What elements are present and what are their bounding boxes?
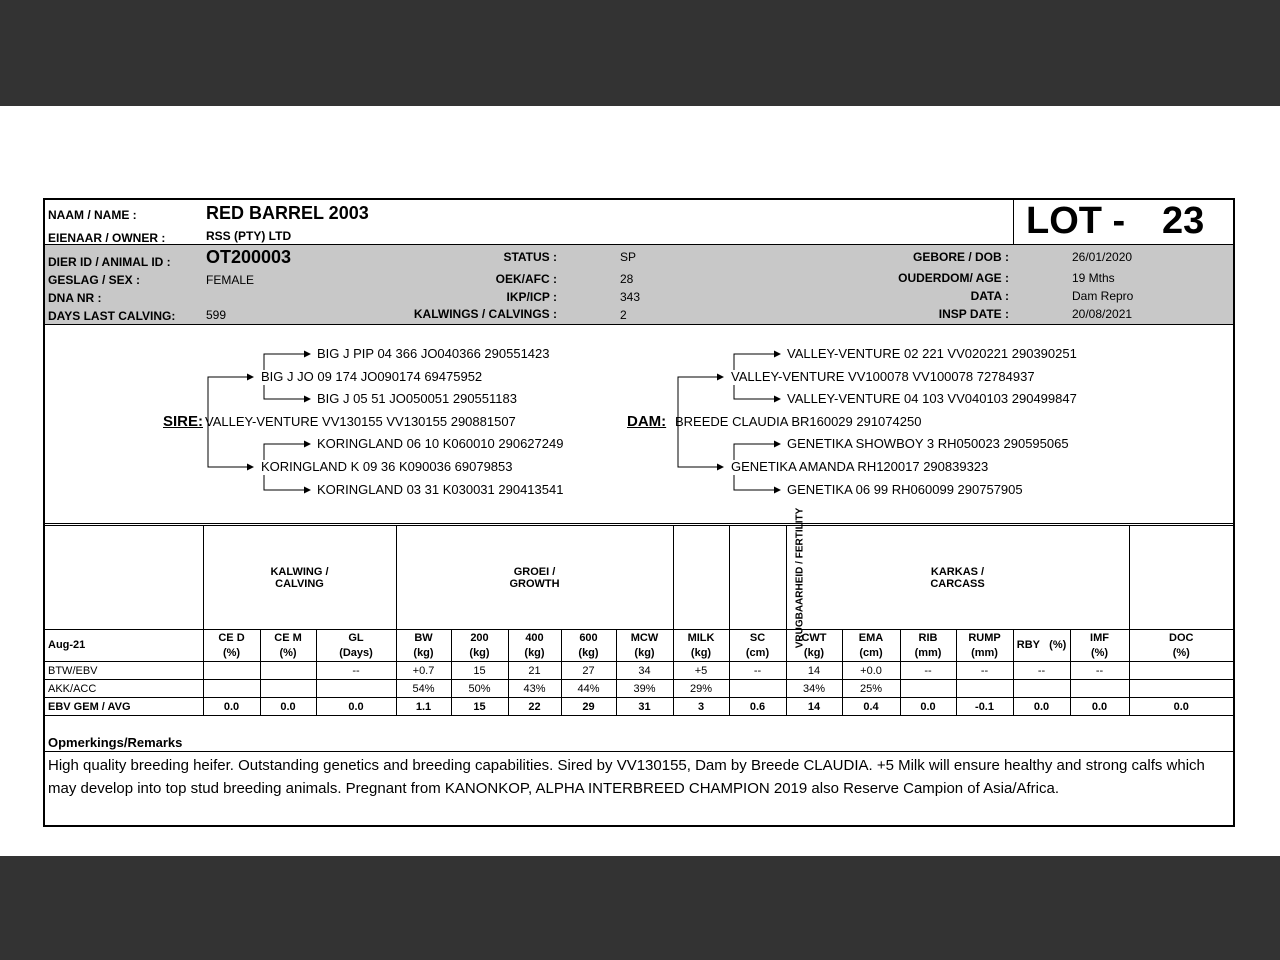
calvings-label: KALWINGS / CALVINGS : bbox=[413, 307, 557, 321]
ebv-data-rows bbox=[45, 662, 1233, 716]
dob-value: 26/01/2020 bbox=[1072, 250, 1133, 264]
ebv-row-label: AKK/ACC bbox=[45, 680, 203, 698]
dam-sire: VALLEY-VENTURE VV100078 VV100078 72784937 bbox=[731, 369, 1035, 384]
age-label: OUDERDOM/ AGE : bbox=[898, 271, 1009, 285]
ebv-cell bbox=[203, 680, 260, 698]
ebv-cell bbox=[900, 680, 956, 698]
ebv-cell: 54% bbox=[396, 680, 451, 698]
ebv-cell bbox=[1129, 680, 1233, 698]
dam-dam: GENETIKA AMANDA RH120017 290839323 bbox=[731, 459, 989, 474]
group-calving: KALWING / CALVING bbox=[203, 526, 396, 630]
sire-label: SIRE: bbox=[163, 413, 204, 430]
group-growth: GROEI / GROWTH bbox=[396, 526, 673, 630]
details-band bbox=[45, 245, 1233, 325]
owner-value: RSS (PTY) LTD bbox=[206, 229, 292, 243]
ebv-cell: 3 bbox=[673, 698, 729, 716]
status-value: SP bbox=[620, 250, 637, 264]
ebv-cell: 0.0 bbox=[203, 698, 260, 716]
ebv-cell: 14 bbox=[786, 662, 842, 680]
calvings-value: 2 bbox=[620, 308, 627, 322]
ebv-cell: 0.6 bbox=[729, 698, 786, 716]
ebv-cell: 0.0 bbox=[1129, 698, 1233, 716]
sire-dam: KORINGLAND K 09 36 K090036 69079853 bbox=[261, 459, 513, 474]
group-header-row bbox=[45, 526, 1233, 630]
insp-date-value: 20/08/2021 bbox=[1072, 307, 1133, 321]
ebv-row bbox=[45, 698, 1233, 716]
ebv-cell bbox=[203, 662, 260, 680]
icp-label: IKP/ICP : bbox=[506, 290, 557, 304]
animal-name: RED BARREL 2003 bbox=[206, 203, 369, 223]
ebv-cell: 0.0 bbox=[900, 698, 956, 716]
lot-box bbox=[1013, 200, 1233, 245]
ebv-cell: 14 bbox=[786, 698, 842, 716]
animal-id-label: DIER ID / ANIMAL ID : bbox=[48, 255, 171, 269]
ebv-cell: 0.0 bbox=[1013, 698, 1070, 716]
ebv-cell: 15 bbox=[451, 698, 508, 716]
ebv-cell: 50% bbox=[451, 680, 508, 698]
col-ce-d: CE D (%) bbox=[203, 630, 260, 662]
column-header-row bbox=[45, 630, 1233, 662]
col-milk: MILK (kg) bbox=[673, 630, 729, 662]
ebv-cell: 29 bbox=[561, 698, 616, 716]
ebv-cell: -- bbox=[1070, 662, 1129, 680]
ebv-table-section bbox=[45, 507, 1233, 715]
dam: BREEDE CLAUDIA BR160029 291074250 bbox=[675, 414, 922, 429]
sire: VALLEY-VENTURE VV130155 VV130155 290881507 bbox=[205, 414, 516, 429]
afc-value: 28 bbox=[620, 272, 634, 286]
ebv-cell: +0.0 bbox=[842, 662, 900, 680]
ebv-cell: -- bbox=[1013, 662, 1070, 680]
remarks-header bbox=[45, 715, 1233, 752]
ebv-cell: 0.4 bbox=[842, 698, 900, 716]
ebv-cell: -- bbox=[956, 662, 1013, 680]
ebv-cell: 43% bbox=[508, 680, 561, 698]
owner-label: EIENAAR / OWNER : bbox=[48, 231, 166, 245]
dam-sire-sire: VALLEY-VENTURE 02 221 VV020221 290390251 bbox=[787, 346, 1077, 361]
days-last-calving-value: 599 bbox=[206, 308, 227, 322]
ebv-cell: 25% bbox=[842, 680, 900, 698]
col-600: 600 (kg) bbox=[561, 630, 616, 662]
sire-sire-dam: BIG J 05 51 JO050051 290551183 bbox=[317, 391, 517, 406]
group-milk bbox=[673, 526, 729, 630]
ebv-cell: 31 bbox=[616, 698, 673, 716]
ebv-cell: 27 bbox=[561, 662, 616, 680]
ebv-cell: -- bbox=[316, 662, 396, 680]
icp-value: 343 bbox=[620, 290, 641, 304]
ebv-cell: 0.0 bbox=[1070, 698, 1129, 716]
col-ema: EMA (cm) bbox=[842, 630, 900, 662]
ebv-cell: 34% bbox=[786, 680, 842, 698]
sire-dam-dam: KORINGLAND 03 31 K030031 290413541 bbox=[317, 482, 564, 497]
remarks-text: High quality breeding heifer. Outstanding genetics and breeding capabilities. Sired by VV130155, Dam by Breede CLAUDIA. +5 Milk will ensure healthy and strong calfs which may develop into top stud breeding animals. Pregnant from KANONKOP, ALPHA INTERBREED CHAMPION 2019 also Reserve Campion of Asia/Africa. bbox=[48, 757, 1205, 797]
ebv-cell: 15 bbox=[451, 662, 508, 680]
dam-dam-dam: GENETIKA 06 99 RH060099 290757905 bbox=[787, 482, 1023, 497]
ebv-row bbox=[45, 680, 1233, 698]
ebv-cell bbox=[1070, 680, 1129, 698]
col-mcw: MCW (kg) bbox=[616, 630, 673, 662]
lot-label: LOT - bbox=[1026, 200, 1126, 242]
ebv-row-label: EBV GEM / AVG bbox=[45, 698, 203, 716]
group-fertility: VRUGBAARHEID / FERTILITY bbox=[729, 526, 786, 630]
ebv-cell: 39% bbox=[616, 680, 673, 698]
sex-label: GESLAG / SEX : bbox=[48, 273, 141, 287]
ebv-cell: 22 bbox=[508, 698, 561, 716]
ebv-cell bbox=[1129, 662, 1233, 680]
col-sc: SC (cm) bbox=[729, 630, 786, 662]
col-ce-m: CE M (%) bbox=[260, 630, 316, 662]
ebv-cell: 0.0 bbox=[316, 698, 396, 716]
sire-sire: BIG J JO 09 174 JO090174 69475952 bbox=[261, 369, 483, 384]
viewer-bottom-bar bbox=[0, 856, 1280, 960]
animal-id-value: OT200003 bbox=[206, 247, 292, 267]
col-400: 400 (kg) bbox=[508, 630, 561, 662]
status-label: STATUS : bbox=[503, 250, 557, 264]
col-doc: DOC (%) bbox=[1129, 630, 1233, 662]
dam-label: DAM: bbox=[627, 413, 667, 430]
sex-value: FEMALE bbox=[206, 273, 255, 287]
ebv-cell: 44% bbox=[561, 680, 616, 698]
col-bw: BW (kg) bbox=[396, 630, 451, 662]
dna-label: DNA NR : bbox=[48, 291, 102, 305]
afc-label: OEK/AFC : bbox=[495, 272, 557, 286]
ebv-cell: +5 bbox=[673, 662, 729, 680]
lot-number: 23 bbox=[1162, 200, 1205, 242]
viewer-top-bar bbox=[0, 0, 1280, 106]
col-imf: IMF (%) bbox=[1070, 630, 1129, 662]
sire-dam-sire: KORINGLAND 06 10 K060010 290627249 bbox=[317, 436, 564, 451]
sire-sire-sire: BIG J PIP 04 366 JO040366 290551423 bbox=[317, 346, 550, 361]
col-rby: RBY (%) bbox=[1013, 630, 1070, 662]
col-rib: RIB (mm) bbox=[900, 630, 956, 662]
group-carcass: KARKAS / CARCASS bbox=[786, 526, 1129, 630]
col-cwt: CWT (kg) bbox=[786, 630, 842, 662]
pedigree-section bbox=[45, 326, 1233, 524]
ebv-cell: 34 bbox=[616, 662, 673, 680]
data-label: DATA : bbox=[970, 289, 1009, 303]
col-gl: GL (Days) bbox=[316, 630, 396, 662]
ebv-cell: -- bbox=[729, 662, 786, 680]
ebv-date: Aug-21 bbox=[45, 630, 203, 662]
ebv-cell bbox=[1013, 680, 1070, 698]
data-value: Dam Repro bbox=[1072, 289, 1134, 303]
group-doc bbox=[1129, 526, 1233, 630]
ebv-cell bbox=[260, 662, 316, 680]
col-200: 200 (kg) bbox=[451, 630, 508, 662]
name-header bbox=[45, 200, 1233, 245]
ebv-cell: +0.7 bbox=[396, 662, 451, 680]
dam-dam-sire: GENETIKA SHOWBOY 3 RH050023 290595065 bbox=[787, 436, 1069, 451]
ebv-cell: 21 bbox=[508, 662, 561, 680]
name-label: NAAM / NAME : bbox=[48, 208, 137, 222]
ebv-cell bbox=[260, 680, 316, 698]
lot-card bbox=[43, 198, 1235, 827]
ebv-cell: 1.1 bbox=[396, 698, 451, 716]
ebv-cell bbox=[956, 680, 1013, 698]
ebv-cell bbox=[316, 680, 396, 698]
ebv-cell: 29% bbox=[673, 680, 729, 698]
days-last-calving-label: DAYS LAST CALVING: bbox=[48, 309, 176, 323]
col-rump: RUMP (mm) bbox=[956, 630, 1013, 662]
ebv-cell: -0.1 bbox=[956, 698, 1013, 716]
dob-label: GEBORE / DOB : bbox=[912, 250, 1009, 264]
insp-date-label: INSP DATE : bbox=[938, 307, 1009, 321]
dam-sire-dam: VALLEY-VENTURE 04 103 VV040103 290499847 bbox=[787, 391, 1077, 406]
ebv-cell: 0.0 bbox=[260, 698, 316, 716]
ebv-cell: -- bbox=[900, 662, 956, 680]
age-value: 19 Mths bbox=[1072, 271, 1115, 285]
remarks-label: Opmerkings/Remarks bbox=[48, 735, 183, 750]
ebv-row-label: BTW/EBV bbox=[45, 662, 203, 680]
ebv-cell bbox=[729, 680, 786, 698]
ebv-table bbox=[45, 507, 1233, 716]
ebv-row bbox=[45, 662, 1233, 680]
